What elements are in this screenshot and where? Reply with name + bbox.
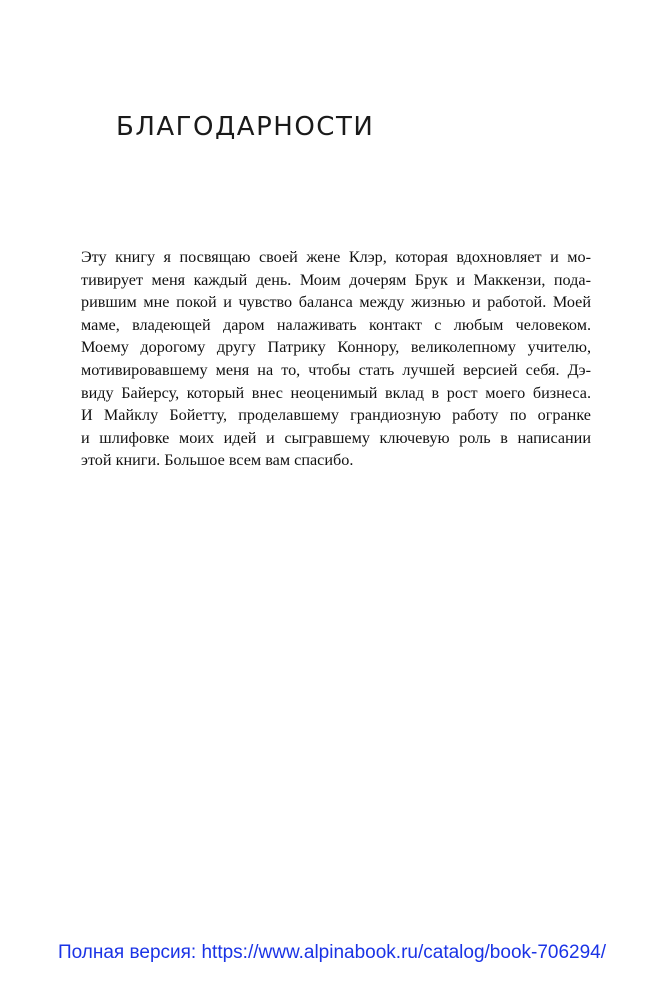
paragraph-line: этой книги. Большое всем вам спасибо.	[81, 451, 354, 470]
paragraph-line: виду Байерсу, который внес неоценимый вклад в рост моего бизнеса.	[81, 383, 591, 402]
chapter-title: БЛАГОДАРНОСТИ	[116, 112, 375, 142]
full-version-link[interactable]: Полная версия: https://www.alpinabook.ru/catalog/book-706294/	[57, 942, 607, 963]
paragraph-line: Эту книгу я посвящаю своей жене Клэр, которая вдохновляет и мо-	[81, 248, 591, 266]
paragraph-line: рившим мне покой и чувство баланса между жизнью и работой. Моей	[81, 293, 591, 312]
paragraph-line: маме, владеющей даром налаживать контакт с любым человеком.	[81, 315, 591, 334]
acknowledgements-paragraph	[81, 246, 591, 472]
paragraph-line: Моему дорогому другу Патрику Коннору, великолепному учителю,	[81, 338, 591, 357]
paragraph-line: мотивировавшему меня на то, чтобы стать лучшей версией себя. Дэ-	[81, 360, 591, 379]
paragraph-line: тивирует меня каждый день. Моим дочерям Брук и Маккензи, пода-	[81, 270, 591, 289]
paragraph-line: и шлифовке моих идей и сыгравшему ключевую роль в написании	[81, 428, 591, 447]
paragraph-line: И Майклу Бойетту, проделавшему грандиозную работу по огранке	[81, 406, 591, 425]
